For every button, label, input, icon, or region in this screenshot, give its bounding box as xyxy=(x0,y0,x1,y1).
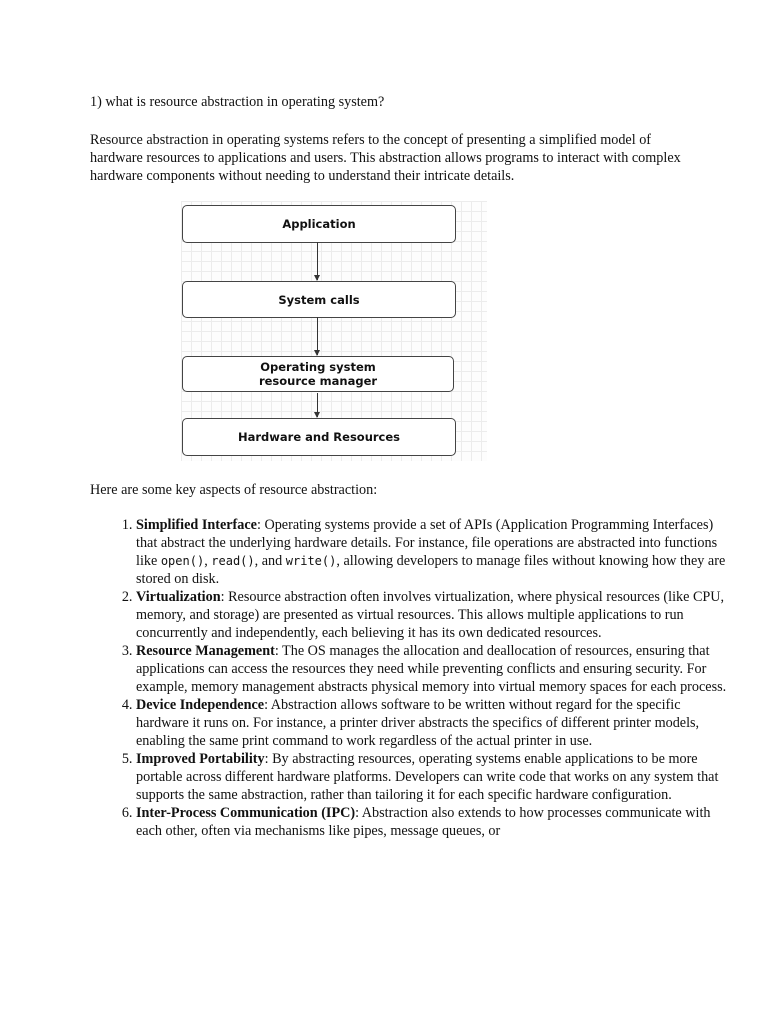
aspect-title: Virtualization xyxy=(136,589,221,605)
code-open: open() xyxy=(160,554,205,568)
aspect-title: Resource Management xyxy=(136,643,275,659)
intro-paragraph: Resource abstraction in operating systems refers to the concept of presenting a simplified model of hardware resources to applications and users. This abstraction allows programs to interact with complex hardware components without needing to understand their intricate details. xyxy=(90,132,681,184)
code-write: write() xyxy=(285,554,337,568)
document-body xyxy=(90,93,690,185)
diagram-box-hardware-resources: Hardware and Resources xyxy=(182,418,456,456)
diagram-box-application: Application xyxy=(182,205,456,243)
list-item: 3. Resource Management: The OS manages the allocation and deallocation of resources, ensuring that applications can access the resources they need while preventing conflicts and ensuring security. For example, memory management abstracts physical memory into virtual memory spaces for each process. xyxy=(136,642,736,696)
list-item: 4. Device Independence: Abstraction allows software to be written without regard for the specific hardware it runs on. For instance, a printer driver abstracts the specifics of different printer models, enabling the same print command to work regardless of the actual printer in use. xyxy=(136,696,736,750)
aspect-title: Device Independence xyxy=(136,697,265,713)
list-item: 6. Inter-Process Communication (IPC): Abstraction also extends to how processes communicate with each other, often via mechanisms like pipes, message queues, or xyxy=(136,804,736,840)
diagram-arrow xyxy=(317,393,318,417)
abstraction-diagram xyxy=(181,201,487,461)
aspect-title: Inter-Process Communication (IPC) xyxy=(136,805,356,821)
diagram-box-system-calls: System calls xyxy=(182,281,456,318)
code-read: read() xyxy=(211,554,255,568)
list-item: 2. Virtualization: Resource abstraction often involves virtualization, where physical resources (like CPU, memory, and storage) are presented as virtual resources. This allows multiple applications to run concurrently and independently, each believing it has its own dedicated resources. xyxy=(136,588,736,642)
diagram-arrow xyxy=(317,242,318,280)
aspects-heading: Here are some key aspects of resource abstraction: xyxy=(90,482,378,498)
aspect-title: Simplified Interface xyxy=(136,517,257,533)
question-heading: 1) what is resource abstraction in operating system? xyxy=(90,94,385,110)
list-item: 1. Simplified Interface: Operating systems provide a set of APIs (Application Programming Interfaces) that abstract the underlying hardware details. For instance, file operations are abstracted into functions like open(), read(), and write(), allowing developers to manage files without knowing how they are stored on disk. xyxy=(136,516,736,588)
aspects-list xyxy=(90,516,736,840)
diagram-arrow xyxy=(317,317,318,355)
list-item: 5. Improved Portability: By abstracting resources, operating systems enable applications to be more portable across different hardware platforms. Developers can write code that works on any system that supports the same abstraction, rather than tailoring it for each specific hardware configuration. xyxy=(136,750,736,804)
aspect-title: Improved Portability xyxy=(136,751,265,767)
diagram-box-os-resource-manager: Operating system resource manager xyxy=(182,356,454,392)
